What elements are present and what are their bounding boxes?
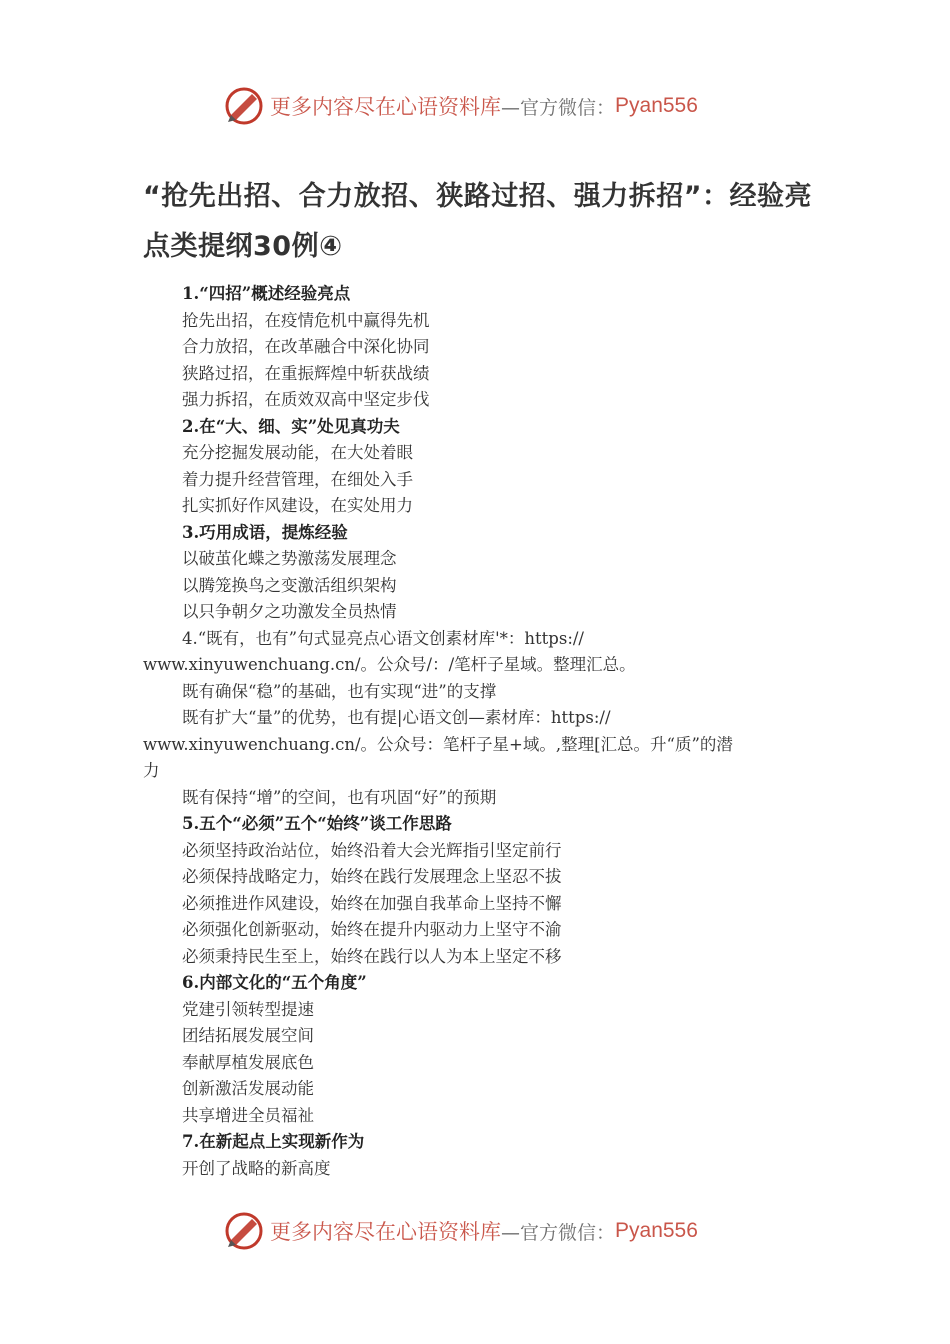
body-line: 既有扩大“量”的优势，也有提|心语文创—素材库：https:// (182, 708, 611, 727)
body-line: 创新激活发展动能 (182, 1079, 314, 1098)
body-line: 以只争朝夕之功激发全员热情 (182, 602, 397, 621)
section-heading: 5.五个“必须”五个“始终”谈工作思路 (182, 814, 452, 833)
banner-text: 更多内容尽在心语资料库 (270, 1220, 501, 1244)
section-heading: 2.在“大、细、实”处见真功夫 (182, 416, 400, 436)
banner-text: 更多内容尽在心语资料库 (270, 95, 501, 119)
body-line-continuation: www.xinyuwenchuang.cn/。公众号：笔杆子星+域。,整理[汇总。升“质”的潜 (143, 734, 733, 754)
body-line: 充分挖掘发展动能，在大处着眼 (182, 443, 413, 462)
body-line: 团结拓展发展空间 (182, 1026, 314, 1045)
pen-logo-icon (222, 1209, 266, 1253)
body-line-continuation: www.xinyuwenchuang.cn/。公众号/：/笔杆子星域。整理汇总。 (143, 655, 636, 674)
banner-wechat-id: Pyan556 (615, 94, 698, 117)
banner-tail: —官方微信： (501, 1221, 616, 1244)
body-line: 开创了战略的新高度 (182, 1158, 331, 1178)
banner-wechat-id: Pyan556 (615, 1219, 698, 1242)
document-title: “抢先出招、合力放招、狭路过招、强力拆招”：经验亮点类提纲30例④ (143, 181, 812, 262)
body-line: 必须保持战略定力，始终在践行发展理念上坚忍不拔 (182, 867, 562, 886)
body-line: 抢先出招，在疫情危机中赢得先机 (182, 310, 430, 330)
section-heading: 7.在新起点上实现新作为 (182, 1132, 365, 1151)
body-line: 以腾笼换鸟之变激活组织架构 (182, 575, 397, 595)
body-line-continuation: 力 (143, 761, 160, 780)
body-line: 必须秉持民生至上，始终在践行以人为本上坚定不移 (182, 946, 562, 966)
body-line: 着力提升经营管理，在细处入手 (182, 469, 413, 489)
body-line: 以破茧化蝶之势激荡发展理念 (182, 549, 397, 568)
watermark-banner-bottom (222, 1207, 742, 1255)
body-line: 党建引领转型提速 (182, 999, 314, 1019)
body-line: 共享增进全员福祉 (182, 1105, 314, 1125)
body-line: 扎实抓好作风建设，在实处用力 (182, 496, 413, 515)
body-line: 必须推进作风建设，始终在加强自我革命上坚持不懈 (182, 893, 562, 913)
document-body (143, 281, 823, 1182)
banner-tail: —官方微信： (501, 96, 616, 119)
body-line: 强力拆招，在质效双高中坚定步伐 (182, 390, 430, 409)
body-line: 必须强化创新驱动，始终在提升内驱动力上坚守不渝 (182, 920, 562, 939)
section-heading: 6.内部文化的“五个角度” (182, 973, 367, 992)
body-line: 奉献厚植发展底色 (182, 1052, 314, 1072)
body-line: 必须坚持政治站位，始终沿着大会光辉指引坚定前行 (182, 840, 562, 860)
section-heading: 3.巧用成语，提炼经验 (182, 522, 348, 542)
body-line: 狭路过招，在重振辉煌中斩获战绩 (182, 363, 430, 383)
body-line: 合力放招，在改革融合中深化协同 (182, 337, 430, 356)
pen-logo-icon (222, 84, 266, 128)
section-heading-mixed: 4.“既有，也有”句式显亮点心语文创素材库'*：https:// (182, 628, 584, 648)
watermark-banner-top (222, 82, 742, 130)
section-heading: 1.“四招”概述经验亮点 (182, 284, 351, 303)
body-line: 既有确保“稳”的基础，也有实现“进”的支撑 (182, 681, 497, 701)
body-line: 既有保持“增”的空间，也有巩固“好”的预期 (182, 787, 497, 807)
